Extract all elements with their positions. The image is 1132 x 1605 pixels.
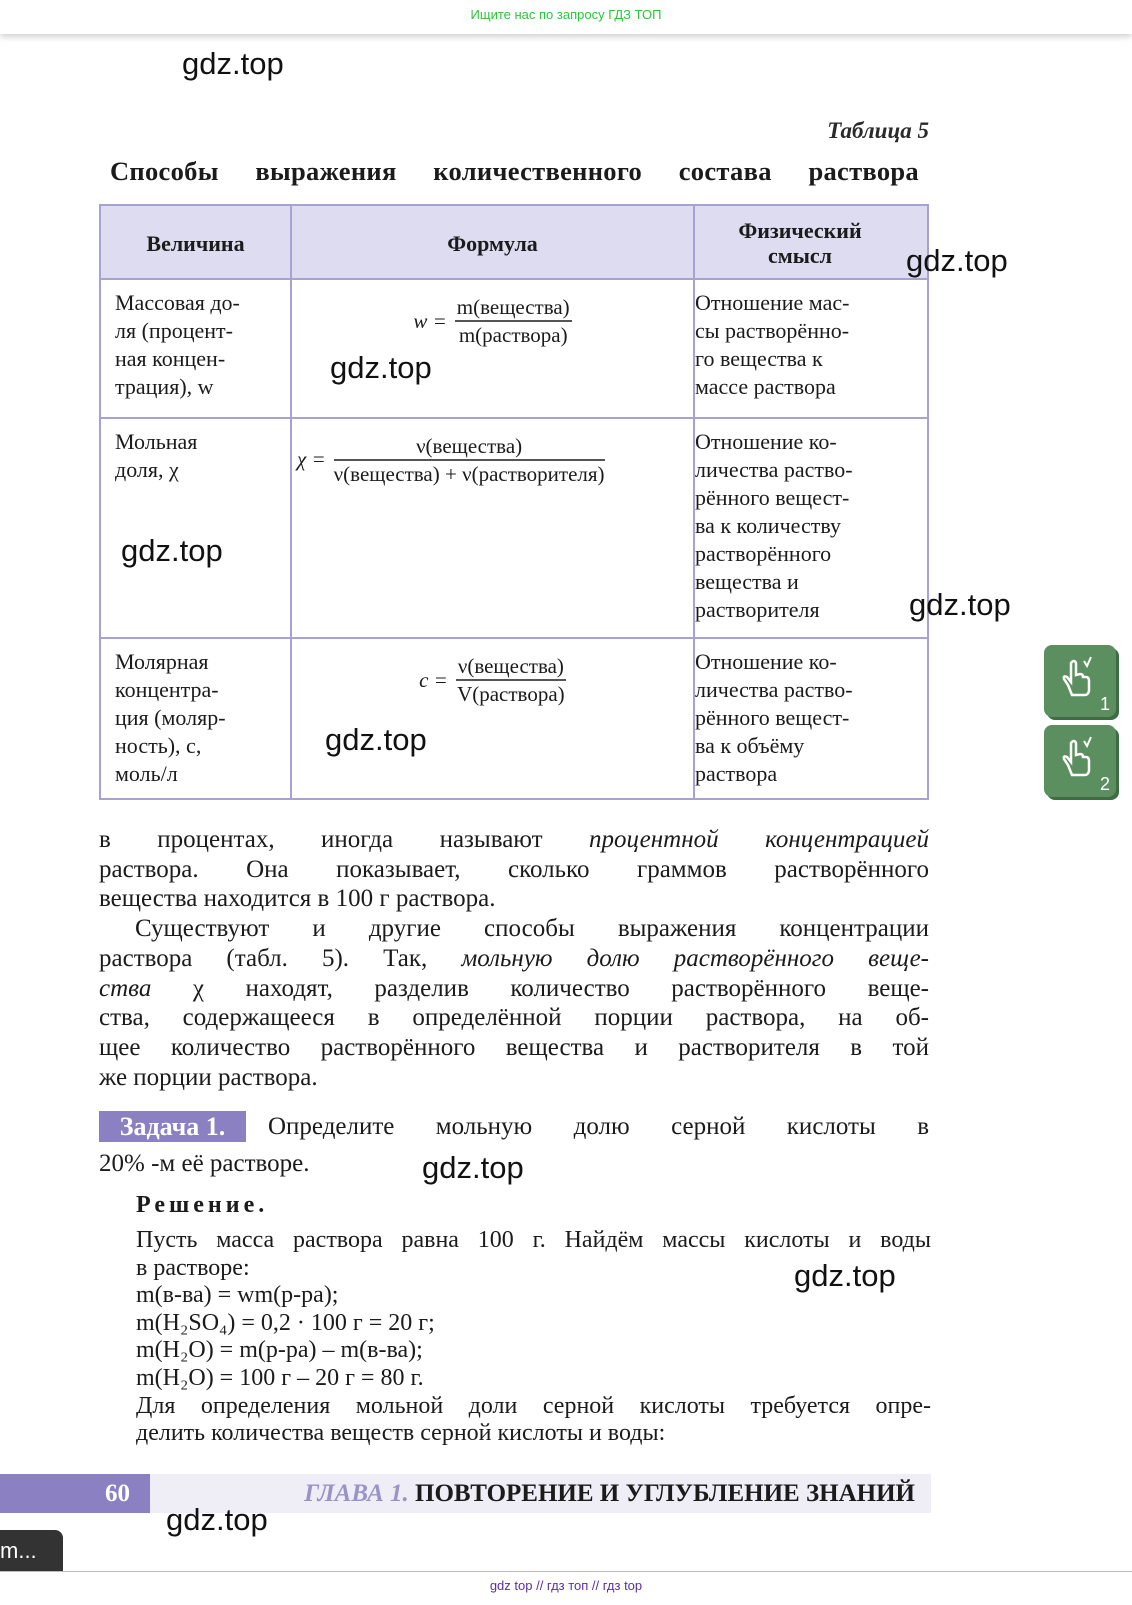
- quantity-cell: [115, 428, 197, 484]
- text-segment: мольную долю растворённого веще-: [461, 944, 929, 972]
- fraction: [456, 653, 566, 707]
- cell-line: вещества и: [695, 569, 799, 594]
- text-segment: раствора. Она показывает, сколько граммов растворённого: [99, 855, 929, 883]
- text-segment: процентной концентрацией: [589, 826, 930, 853]
- formula: [292, 653, 693, 707]
- solution-line: делить количества веществ серной кислоты и воды:: [136, 1420, 666, 1447]
- banner-text: Ищите нас по запросу ГДЗ ТОП: [470, 7, 662, 22]
- solution-line: Пусть масса раствора равна 100 г. Найдём массы кислоты и воды: [136, 1227, 931, 1253]
- fraction: [334, 433, 605, 487]
- exercise-button-2[interactable]: [1044, 725, 1116, 797]
- pointing-hand-icon: [1058, 735, 1098, 783]
- meaning-cell: [695, 428, 853, 624]
- denominator: m(раствора): [458, 323, 568, 347]
- watermark: gdz.top: [330, 350, 432, 385]
- cell-line: ля (процент-: [115, 318, 233, 343]
- cell-line: ва к объёму: [695, 733, 805, 758]
- cell-line: растворённого: [695, 541, 832, 566]
- header-formula: Формула: [447, 230, 538, 256]
- cell-line: ва к количеству: [695, 513, 841, 538]
- text-segment: Существуют и другие способы выражения концентрации: [135, 915, 929, 943]
- text-segment: вещества находится в 100 г раствора.: [99, 885, 496, 913]
- cell-line: рённого вещест-: [695, 485, 850, 510]
- paragraph-line: [99, 825, 929, 855]
- top-banner: [0, 0, 1132, 34]
- task-badge: Задача 1.: [99, 1111, 246, 1142]
- solution-line: Для определения мольной доли серной кислоты требуется опре-: [136, 1392, 931, 1419]
- paragraph-line: [99, 1033, 929, 1063]
- header-quantity: Величина: [146, 230, 245, 256]
- task-text: Определите мольную долю серной кислоты в: [268, 1113, 929, 1140]
- cell-line: ция (моляр-: [115, 705, 226, 730]
- cell-line: Молярная: [115, 649, 209, 674]
- numerator: m(вещества): [455, 294, 572, 322]
- watermark: gdz.top: [794, 1258, 896, 1293]
- watermark: gdz.top: [422, 1150, 524, 1185]
- table-title: Способы выражения количественного состава раствора: [110, 156, 919, 186]
- paragraph-line: [99, 974, 929, 1004]
- meaning-cell: [695, 289, 849, 401]
- numerator: ν(вещества): [334, 433, 605, 461]
- text-segment: в процентах, иногда называют: [99, 826, 590, 853]
- truncated-tab[interactable]: m...: [0, 1530, 63, 1571]
- quantity-cell: [115, 648, 226, 788]
- formula: [292, 294, 693, 348]
- concentration-table: [99, 204, 929, 800]
- exercise-button-1[interactable]: [1044, 645, 1116, 717]
- cell-line: трация), w: [115, 374, 214, 399]
- fraction: [455, 294, 572, 348]
- cell-line: Отношение ко-: [695, 429, 837, 454]
- text-segment: ства, содержащееся в определённой порции раствора, на об-: [99, 1004, 929, 1032]
- watermark: gdz.top: [166, 1502, 268, 1537]
- text-segment: раствора (табл. 5). Так,: [99, 944, 462, 972]
- cell-line: концентра-: [115, 677, 219, 702]
- paragraph-line: [99, 914, 929, 944]
- watermark: gdz.top: [182, 46, 284, 81]
- solution-line: в растворе:: [136, 1254, 250, 1281]
- cell-line: ность), c,: [115, 733, 202, 758]
- text-segment: ства: [99, 974, 152, 1002]
- button-number: 2: [1099, 774, 1110, 794]
- cell-line: рённого вещест-: [695, 705, 850, 730]
- formula-lhs: χ =: [297, 447, 326, 471]
- quantity-cell: [115, 289, 240, 401]
- divider: [0, 1571, 1132, 1572]
- cell-line: растворителя: [695, 597, 820, 622]
- solution-line: m(в-ва) = wm(р-ра);: [136, 1282, 339, 1309]
- watermark: gdz.top: [906, 243, 1008, 278]
- denominator: ν(вещества) + ν(растворителя): [333, 462, 605, 486]
- page-number: 60: [0, 1474, 150, 1513]
- cell-line: раствора: [695, 761, 778, 786]
- task-text: 20% -м её растворе.: [99, 1150, 310, 1177]
- paragraph-line: [99, 944, 929, 974]
- button-number: 1: [1099, 694, 1110, 714]
- pointing-hand-icon: [1058, 655, 1098, 703]
- chapter-title: ПОВТОРЕНИЕ И УГЛУБЛЕНИЕ ЗНАНИЙ: [408, 1480, 915, 1507]
- cell-line: Отношение мас-: [695, 290, 850, 315]
- cell-line: го вещества к: [695, 346, 823, 371]
- watermark: gdz.top: [325, 722, 427, 757]
- text-segment: χ находят, разделив количество растворённого веще-: [151, 974, 929, 1002]
- watermark: gdz.top: [909, 587, 1011, 622]
- watermark: gdz.top: [121, 533, 223, 568]
- formula: [297, 433, 605, 487]
- paragraph-line: [99, 884, 929, 914]
- header-meaning: Физический смысл: [738, 218, 862, 268]
- table-caption: Таблица 5: [827, 118, 929, 143]
- footer-links[interactable]: gdz top // гдз топ // гдз top: [489, 1578, 643, 1593]
- cell-line: массе раствора: [695, 374, 836, 399]
- cell-line: Массовая до-: [115, 290, 240, 315]
- cell-line: ная концен-: [115, 346, 226, 371]
- solution-line: m(H₂O) = 100 г – 20 г = 80 г.: [136, 1365, 424, 1391]
- cell-line: моль/л: [115, 761, 178, 786]
- solution-heading: Решение.: [136, 1192, 269, 1218]
- numerator: ν(вещества): [456, 653, 566, 681]
- cell-line: сы растворённо-: [695, 318, 850, 343]
- cell-line: Мольная: [115, 429, 198, 454]
- cell-line: доля, χ: [115, 457, 179, 482]
- cell-line: Отношение ко-: [695, 649, 837, 674]
- solution-line: m(H₂SO₄) = 0,2 · 100 г = 20 г;: [136, 1309, 435, 1336]
- text-segment: щее количество растворённого вещества и растворителя в той: [99, 1033, 929, 1061]
- paragraph-line: [99, 855, 929, 885]
- paragraph-line: [99, 1063, 929, 1093]
- meaning-cell: [695, 648, 853, 788]
- formula-lhs: w =: [413, 308, 447, 333]
- cell-line: личества раство-: [695, 677, 853, 702]
- chapter-label: ГЛАВА 1.: [304, 1480, 409, 1507]
- paragraph-line: [99, 1003, 929, 1033]
- formula-lhs: c =: [419, 667, 448, 692]
- text-segment: же порции раствора.: [99, 1063, 318, 1091]
- cell-line: личества раство-: [695, 457, 853, 482]
- solution-line: m(H₂O) = m(р-ра) – m(в-ва);: [136, 1337, 423, 1364]
- denominator: V(раствора): [457, 682, 565, 706]
